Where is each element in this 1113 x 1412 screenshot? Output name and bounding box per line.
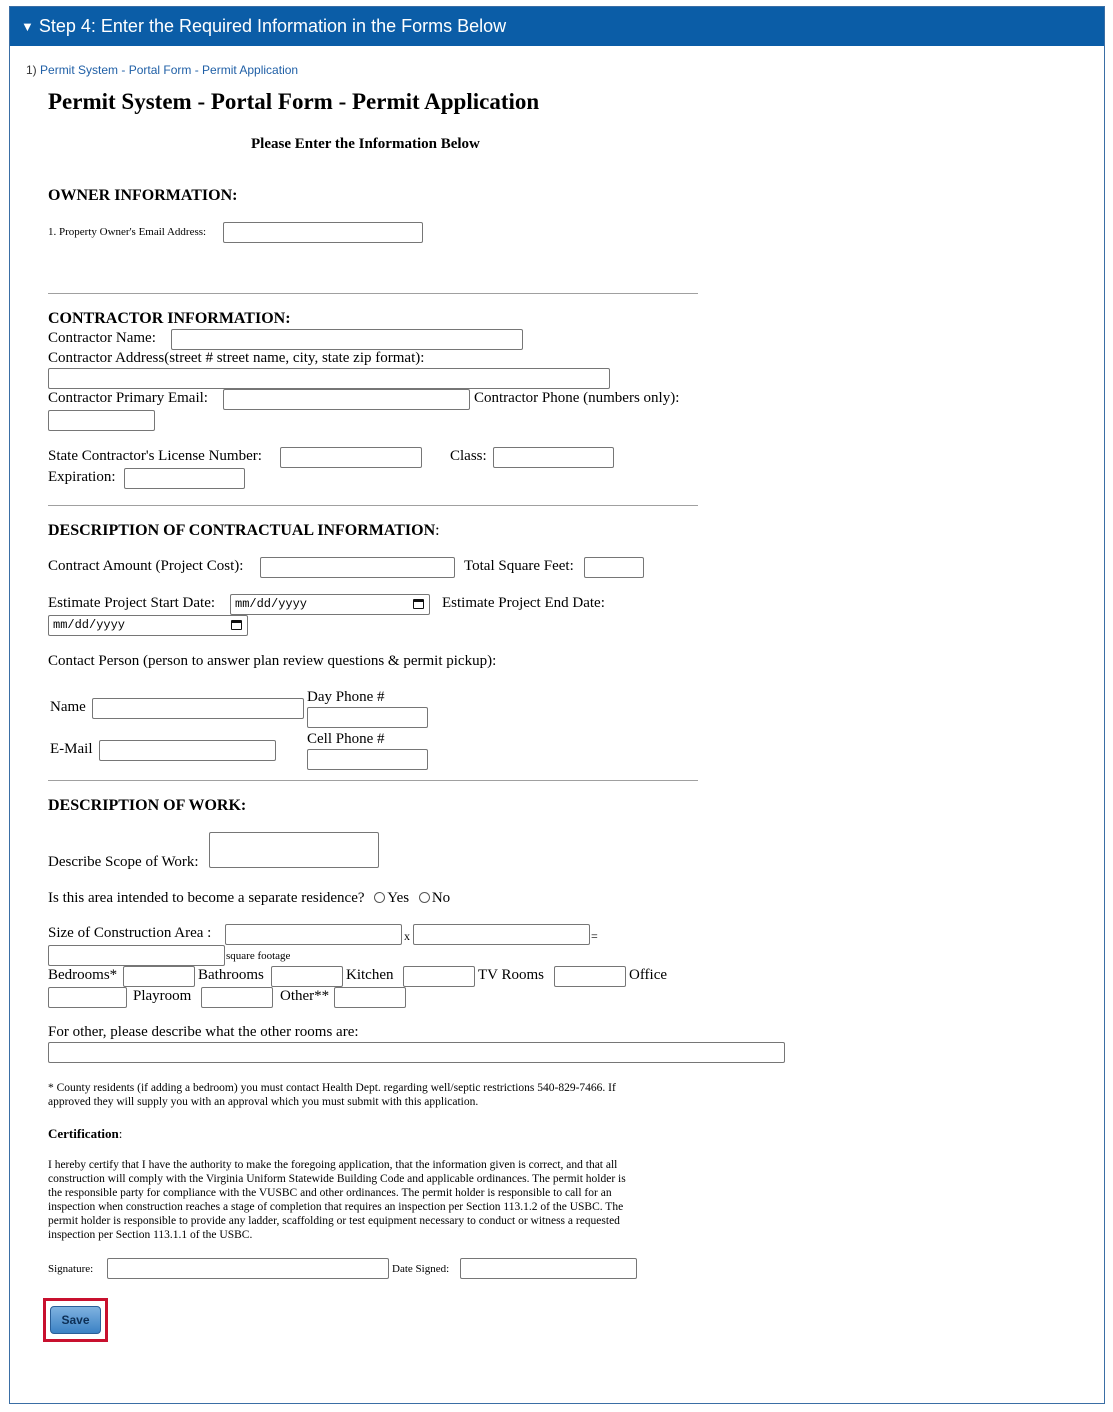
signature-input[interactable] <box>107 1258 389 1279</box>
residence-question-text: Is this area intended to become a separate residence? <box>48 890 365 906</box>
total-sqft-input[interactable] <box>584 557 644 578</box>
certification-text <box>48 1158 698 1242</box>
owner-email-label: 1. Property Owner's Email Address: <box>48 226 207 238</box>
contact-email-input[interactable] <box>99 740 276 761</box>
playroom-input[interactable] <box>201 987 273 1008</box>
scope-label: Describe Scope of Work: <box>48 854 199 870</box>
radio-yes-label: Yes <box>387 890 410 906</box>
end-date-label: Estimate Project End Date: <box>442 595 605 611</box>
class-label: Class: <box>450 448 487 464</box>
bedrooms-input[interactable] <box>123 966 195 987</box>
license-input[interactable] <box>280 447 422 468</box>
step-header[interactable] <box>10 7 1104 46</box>
certification-line: the responsible party for compliance with the VUSBC and other ordinances. The permit holder is responsible to call for an <box>48 1187 612 1199</box>
certification-line: construction will comply with the Virginia Uniform Statewide Building Code and applicable ordinances. The permit holder is <box>48 1173 626 1185</box>
class-input[interactable] <box>493 447 614 468</box>
calendar-icon[interactable] <box>413 599 424 609</box>
other-label: Other** <box>280 988 330 1004</box>
expiration-input[interactable] <box>124 468 245 489</box>
certification-heading-colon: : <box>118 1126 123 1141</box>
contractor-email-input[interactable] <box>223 389 470 410</box>
contact-name-input[interactable] <box>92 698 304 719</box>
start-date-label: Estimate Project Start Date: <box>48 595 216 611</box>
radio-no[interactable] <box>419 892 430 903</box>
contract-heading <box>48 522 440 540</box>
start-date-placeholder: mm/dd/yyyy <box>235 597 308 611</box>
work-heading: DESCRIPTION OF WORK: <box>48 797 247 814</box>
kitchen-input[interactable] <box>403 966 475 987</box>
step-header-label: Step 4: Enter the Required Information in the Forms Below <box>38 16 507 36</box>
contractor-phone-label: Contractor Phone (numbers only): <box>474 390 680 406</box>
contact-person-label: Contact Person (person to answer plan review questions & permit pickup): <box>48 653 497 669</box>
radio-no-label: No <box>431 890 451 906</box>
office-input[interactable] <box>48 987 127 1008</box>
contractor-address-input[interactable] <box>48 368 610 389</box>
end-date-placeholder: mm/dd/yyyy <box>53 618 126 632</box>
bedroom-note-line: approved they will supply you with an approval which you must submit with this application. <box>48 1096 479 1108</box>
owner-email-input[interactable] <box>223 222 423 243</box>
contract-heading-text: DESCRIPTION OF CONTRACTUAL INFORMATION <box>48 522 436 539</box>
breadcrumb-number: 1) <box>26 63 37 77</box>
certification-heading <box>48 1126 122 1142</box>
sqft-unit-label: square footage <box>226 950 291 962</box>
contractor-email-label: Contractor Primary Email: <box>48 390 208 406</box>
contract-heading-colon: : <box>435 522 440 539</box>
size-length-input[interactable] <box>225 924 402 945</box>
total-sqft-label: Total Square Feet: <box>464 558 574 574</box>
office-label: Office <box>629 967 668 983</box>
divider <box>48 505 698 506</box>
save-highlight <box>43 1298 108 1342</box>
contact-name-label: Name <box>50 699 86 715</box>
equals-sign: = <box>591 929 598 943</box>
size-total-input[interactable] <box>48 945 225 966</box>
contractor-name-label: Contractor Name: <box>48 330 156 346</box>
calendar-icon[interactable] <box>231 620 242 630</box>
collapse-triangle-icon[interactable]: ▼ <box>21 19 34 34</box>
owner-heading: OWNER INFORMATION: <box>48 187 238 204</box>
size-label: Size of Construction Area : <box>48 925 212 941</box>
contact-email-label: E-Mail <box>50 741 93 757</box>
date-signed-input[interactable] <box>460 1258 637 1279</box>
contractor-heading: CONTRACTOR INFORMATION: <box>48 310 291 327</box>
certification-line: inspection when construction reaches a stage of completion that requires an inspection per Section 113.1.2 of the USBC. The <box>48 1201 624 1213</box>
start-date-input[interactable] <box>230 594 430 615</box>
other-input[interactable] <box>334 987 406 1008</box>
bathrooms-input[interactable] <box>271 966 343 987</box>
certification-line: permit holder is responsible to provide any ladder, scaffolding or test equipment necessary to conduct or witness a requested <box>48 1215 620 1227</box>
kitchen-label: Kitchen <box>346 967 394 983</box>
contract-amount-label: Contract Amount (Project Cost): <box>48 558 244 574</box>
contractor-name-input[interactable] <box>171 329 523 350</box>
other-describe-input[interactable] <box>48 1042 785 1063</box>
other-describe-label: For other, please describe what the other rooms are: <box>48 1024 359 1040</box>
date-signed-label: Date Signed: <box>392 1263 450 1275</box>
cell-phone-input[interactable] <box>307 749 428 770</box>
certification-line: I hereby certify that I have the authority to make the foregoing application, that the information given is correct, and that all <box>48 1159 618 1171</box>
license-label: State Contractor's License Number: <box>48 448 262 464</box>
page-title: Permit System - Portal Form - Permit Application <box>48 89 540 114</box>
contractor-phone-input[interactable] <box>48 410 155 431</box>
day-phone-input[interactable] <box>307 707 428 728</box>
times-sign: x <box>404 929 410 943</box>
bathrooms-label: Bathrooms <box>198 967 264 983</box>
expiration-label: Expiration: <box>48 469 116 485</box>
page-subtitle: Please Enter the Information Below <box>251 136 480 152</box>
radio-yes[interactable] <box>374 892 385 903</box>
certification-line: inspection per Section 113.1.1 of the USBC. <box>48 1229 253 1241</box>
bedrooms-label: Bedrooms* <box>48 967 118 983</box>
tvrooms-input[interactable] <box>554 966 626 987</box>
end-date-input[interactable] <box>48 615 248 636</box>
bedroom-note-line: * County residents (if adding a bedroom) you must contact Health Dept. regarding well/septic restrictions 540-829-7466. If <box>48 1082 616 1094</box>
signature-label: Signature: <box>48 1263 94 1275</box>
save-button[interactable]: Save <box>50 1306 101 1334</box>
residence-question <box>48 890 450 907</box>
cell-phone-label: Cell Phone # <box>307 731 385 747</box>
scope-textarea[interactable] <box>209 832 379 868</box>
breadcrumb-link[interactable]: Permit System - Portal Form - Permit Application <box>40 63 299 77</box>
size-width-input[interactable] <box>413 924 590 945</box>
contractor-address-label: Contractor Address(street # street name, city, state zip format): <box>48 350 425 366</box>
breadcrumb <box>26 63 298 77</box>
bedroom-note <box>48 1081 698 1109</box>
contract-amount-input[interactable] <box>260 557 455 578</box>
tvrooms-label: TV Rooms <box>478 967 544 983</box>
playroom-label: Playroom <box>133 988 192 1004</box>
day-phone-label: Day Phone # <box>307 689 385 705</box>
divider <box>48 780 698 781</box>
certification-heading-text: Certification <box>48 1126 119 1141</box>
divider <box>48 293 698 294</box>
